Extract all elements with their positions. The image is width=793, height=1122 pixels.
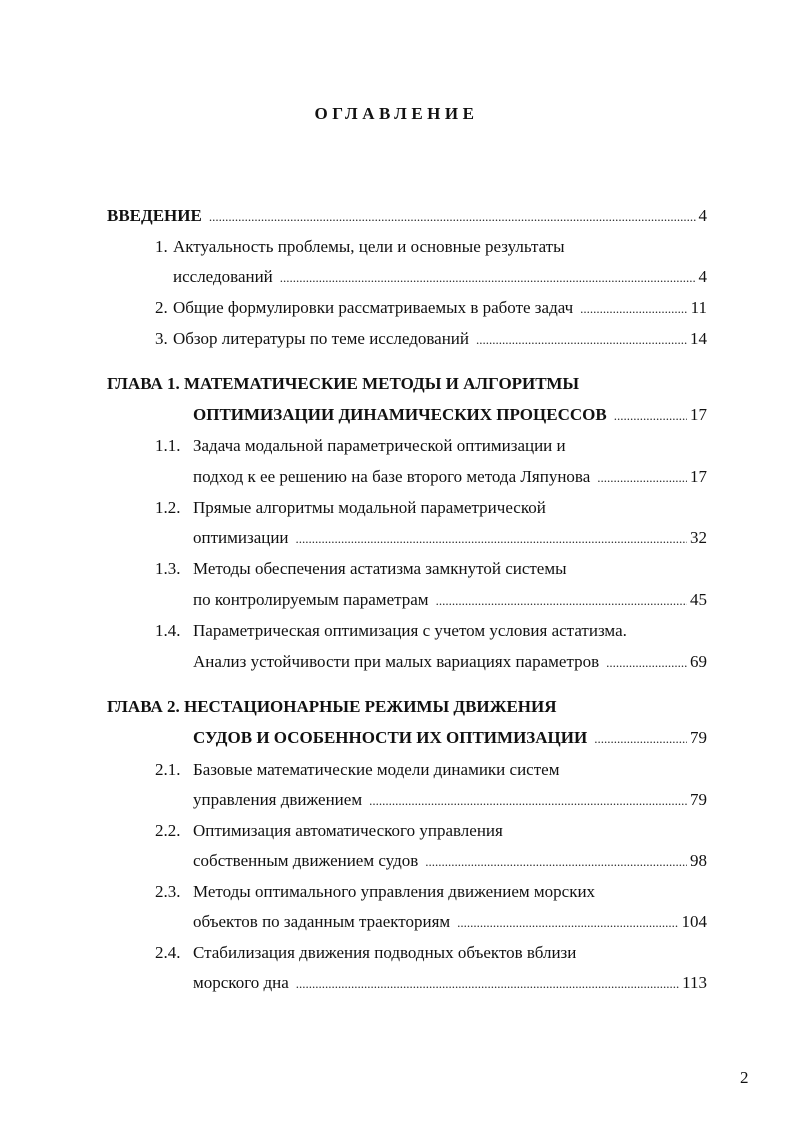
leader-dots	[209, 206, 696, 228]
leader-dots	[369, 790, 687, 812]
entry-title: Задача модальной параметрической оптимизации и	[193, 436, 566, 455]
entry-page: 45	[690, 590, 707, 609]
toc-entry-1-1-cont	[193, 466, 707, 488]
entry-page: 69	[690, 652, 707, 671]
toc-entry-2-4	[155, 942, 576, 964]
chapter-2-title-cont	[193, 727, 707, 749]
toc-entry-2-3	[155, 881, 595, 903]
chapter-title-line: СУДОВ И ОСОБЕННОСТИ ИХ ОПТИМИЗАЦИИ	[193, 728, 588, 747]
entry-title: Методы оптимального управления движением морских	[193, 882, 596, 901]
toc-entry-1-2	[155, 497, 546, 519]
entry-title-cont: оптимизации	[193, 528, 289, 547]
chapter-1-title-cont	[193, 404, 707, 426]
chapter-title-line: ОПТИМИЗАЦИИ ДИНАМИЧЕСКИХ ПРОЦЕССОВ	[193, 405, 607, 424]
leader-dots	[425, 851, 687, 873]
chapter-2-title	[107, 696, 557, 718]
toc-entry-intro-2	[155, 297, 707, 319]
toc-entry-1-3-cont	[193, 589, 707, 611]
entry-page: 11	[690, 298, 707, 317]
toc-entry-intro-3	[155, 328, 707, 350]
entry-number: 1.1.	[155, 436, 181, 455]
entry-title: Прямые алгоритмы модальной параметрической	[193, 498, 546, 517]
entry-number: 2.	[155, 298, 168, 317]
page-number: 2	[740, 1068, 749, 1087]
leader-dots	[436, 590, 687, 612]
entry-number: 2.4.	[155, 943, 181, 962]
entry-number: 3.	[155, 329, 168, 348]
leader-dots	[476, 329, 687, 351]
entry-number: 1.4.	[155, 621, 181, 640]
toc-entry-1-4-cont	[193, 651, 707, 673]
entry-number: 2.3.	[155, 882, 181, 901]
entry-page: 32	[690, 528, 707, 547]
toc-entry-intro-1	[155, 236, 565, 258]
leader-dots	[606, 652, 687, 674]
toc-entry-1-1	[155, 435, 566, 457]
chapter-page: 79	[690, 728, 707, 747]
leader-dots	[594, 728, 687, 750]
entry-page: 98	[690, 851, 707, 870]
toc-entry-1-4	[155, 620, 627, 642]
toc-entry-2-1	[155, 759, 559, 781]
leader-dots	[614, 405, 687, 427]
leader-dots	[280, 267, 696, 289]
toc-entry-2-4-cont	[193, 972, 707, 994]
chapter-page: 17	[690, 405, 707, 424]
chapter-title-line: ГЛАВА 2. НЕСТАЦИОНАРНЫЕ РЕЖИМЫ ДВИЖЕНИЯ	[107, 697, 557, 716]
toc-entry-1-2-cont	[193, 527, 707, 549]
entry-title: Оптимизация автоматического управления	[193, 821, 503, 840]
leader-dots	[597, 467, 687, 489]
entry-title: Стабилизация движения подводных объектов вблизи	[193, 943, 577, 962]
entry-title-cont: управления движением	[193, 790, 363, 809]
entry-number: 1.3.	[155, 559, 181, 578]
entry-title: Методы обеспечения астатизма замкнутой системы	[193, 559, 567, 578]
entry-page: 17	[690, 467, 707, 486]
toc-heading: ОГЛАВЛЕНИЕ	[314, 104, 479, 123]
entry-page: 113	[682, 973, 707, 992]
entry-number: 1.2.	[155, 498, 181, 517]
entry-title: Параметрическая оптимизация с учетом условия астатизма.	[193, 621, 627, 640]
toc-entry-2-1-cont	[193, 789, 707, 811]
entry-title-cont: исследований	[173, 267, 273, 286]
entry-title-cont: объектов по заданным траекториям	[193, 912, 451, 931]
entry-title-cont: собственным движением судов	[193, 851, 419, 870]
entry-page: 104	[681, 912, 707, 931]
entry-title: Обзор литературы по теме исследований	[173, 329, 469, 348]
toc-entry-intro	[107, 205, 707, 227]
chapter-1-title	[107, 373, 579, 395]
entry-number: 2.2.	[155, 821, 181, 840]
leader-dots	[296, 528, 687, 550]
entry-title: Базовые математические модели динамики систем	[193, 760, 560, 779]
entry-title-cont: по контролируемым параметрам	[193, 590, 429, 609]
leader-dots	[457, 912, 678, 934]
chapter-title-line: ГЛАВА 1. МАТЕМАТИЧЕСКИЕ МЕТОДЫ И АЛГОРИТМЫ	[107, 374, 580, 393]
entry-title: Актуальность проблемы, цели и основные результаты	[173, 237, 565, 256]
toc-entry-2-2-cont	[193, 850, 707, 872]
entry-number: 2.1.	[155, 760, 181, 779]
toc-entry-1-3	[155, 558, 567, 580]
entry-number: 1.	[155, 237, 168, 256]
entry-title-cont: морского дна	[193, 973, 289, 992]
entry-page: 79	[690, 790, 707, 809]
leader-dots	[296, 973, 679, 995]
entry-page: 4	[698, 267, 707, 286]
entry-title-cont: подход к ее решению на базе второго метода Ляпунова	[193, 467, 591, 486]
entry-title-cont: Анализ устойчивости при малых вариациях параметров	[193, 652, 600, 671]
toc-entry-2-2	[155, 820, 503, 842]
toc-entry-2-3-cont	[193, 911, 707, 933]
entry-page: 14	[690, 329, 707, 348]
entry-title: Общие формулировки рассматриваемых в работе задач	[173, 298, 574, 317]
intro-page: 4	[698, 206, 707, 225]
intro-title: ВВЕДЕНИЕ	[107, 206, 202, 225]
leader-dots	[580, 298, 687, 320]
toc-entry-intro-1-cont	[173, 266, 707, 288]
